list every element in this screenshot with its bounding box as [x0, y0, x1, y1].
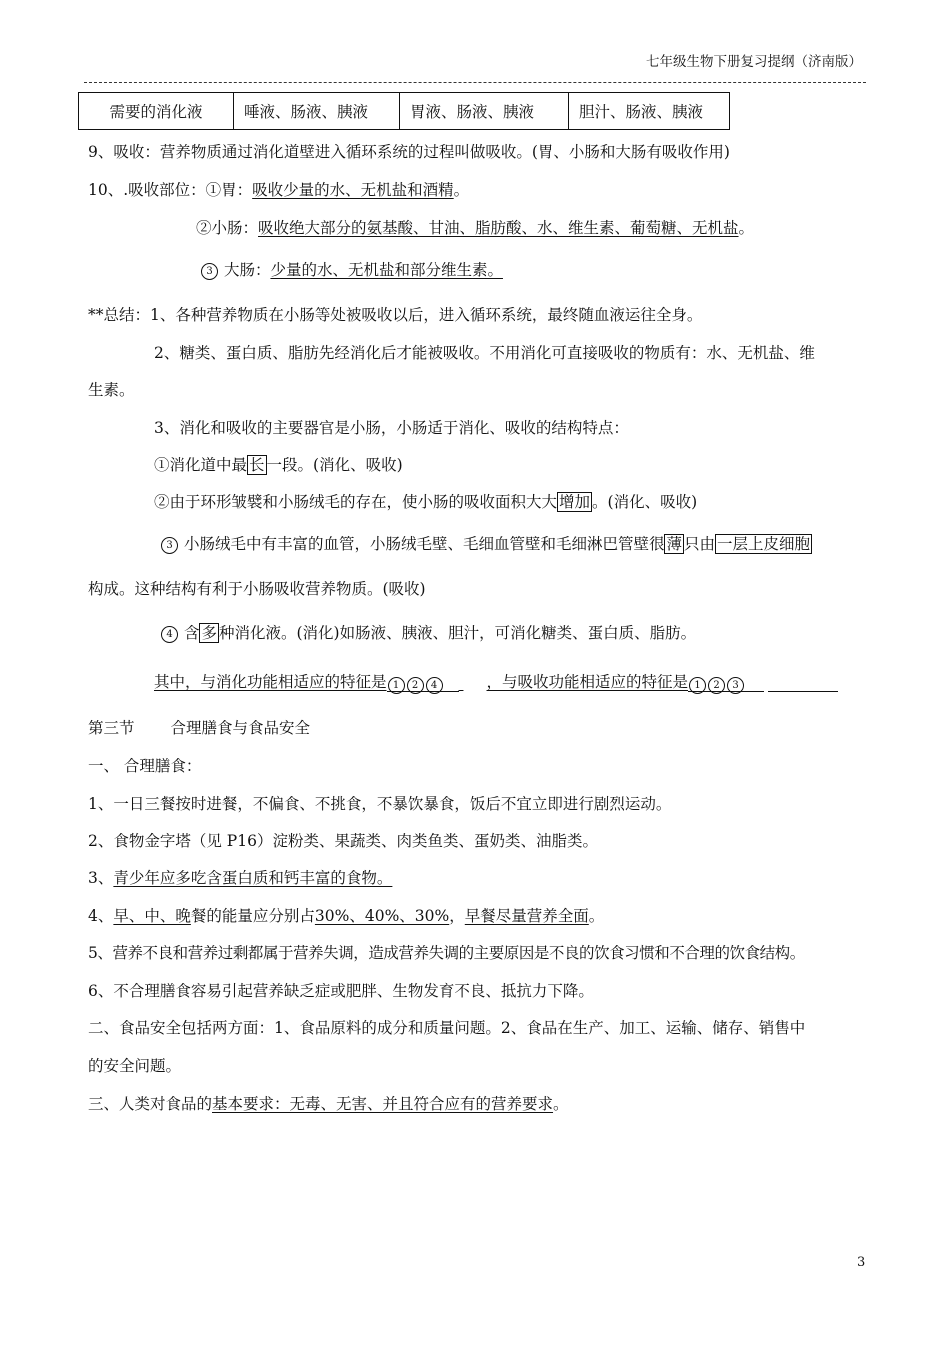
circled-number: 2: [407, 677, 424, 694]
feature-3: [160, 532, 812, 554]
underlined-text: 少量的水、无机盐和部分维生素。: [270, 261, 503, 279]
text: ，: [449, 907, 465, 925]
text: 小肠绒毛中有丰富的血管，小肠绒毛壁、毛细血管壁和毛细淋巴管壁很: [183, 535, 665, 553]
text: 餐的能量应分别占: [190, 907, 315, 925]
summary-3: 3、消化和吸收的主要器官是小肠，小肠适于消化、吸收的结构特点：: [154, 419, 629, 437]
item-9-absorption: 9、吸收：营养物质通过消化道壁进入循环系统的过程叫做吸收。(胃、小肠和大肠有吸收作用): [88, 143, 730, 161]
table-row: [79, 93, 730, 130]
underlined-text: 其中，与消化功能相适应的特征是: [154, 673, 387, 691]
text: 含: [183, 624, 200, 642]
underlined-text: 基本要求：无毒、无害、并且符合应有的营养要求: [212, 1095, 554, 1113]
diet-item-6: 6、不合理膳食容易引起营养缺乏症或肥胖、生物发育不良、抵抗力下降。: [88, 982, 594, 1000]
feature-4: [160, 621, 696, 643]
text: 。: [453, 181, 470, 199]
heading-balanced-diet: 一、 合理膳食：: [88, 757, 202, 775]
running-header: 七年级生物下册复习提纲（济南版）: [646, 54, 862, 70]
summary-1: **总结：1、各种营养物质在小肠等处被吸收以后，进入循环系统，最终随血液运往全身。: [88, 306, 703, 324]
text: 只由: [683, 535, 715, 553]
underlined-text: 早、中、晚: [113, 907, 191, 925]
boxed-text: 薄: [666, 535, 682, 553]
circled-number: 1: [388, 677, 405, 694]
circled-number: 2: [708, 677, 725, 694]
item-10-large-intestine: [200, 258, 503, 280]
underlined-text: 早餐尽量营养全面: [464, 907, 589, 925]
circled-number: 3: [727, 677, 744, 694]
food-safety-cont: 的安全问题。: [88, 1057, 182, 1075]
underlined-text: 吸收绝大部分的氨基酸、甘油、脂肪酸、水、维生素、葡萄糖、无机盐: [258, 219, 739, 237]
summary-2-cont: 生素。: [88, 381, 135, 399]
section-name: 合理膳食与食品安全: [170, 719, 311, 737]
answer-blank-digestion: [387, 675, 459, 692]
answer-blank-absorption: [688, 675, 764, 692]
text: 三、人类对食品的: [88, 1095, 213, 1113]
text: 。: [738, 219, 755, 237]
text: 一段。(消化、吸收): [266, 456, 403, 474]
boxed-text: 一层上皮细胞: [716, 535, 810, 553]
summary-2: 2、糖类、蛋白质、脂肪先经消化后才能被吸收。不用消化可直接吸收的物质有：水、无机盐、维: [154, 344, 815, 362]
text: 大肠：: [223, 261, 271, 279]
underlined-text: 吸收少量的水、无机盐和酒精: [252, 181, 454, 199]
digestive-juice-table: [78, 92, 730, 130]
section-number: 第三节: [88, 719, 135, 737]
text: 3、: [88, 869, 114, 887]
text: 。(消化、吸收): [592, 493, 698, 511]
underlined-text: [459, 673, 487, 691]
text: 。: [588, 907, 605, 925]
text: ②小肠：: [196, 219, 259, 237]
underlined-text: 青少年应多吃含蛋白质和钙丰富的食物。: [113, 869, 393, 887]
text: 4、: [88, 907, 114, 925]
diet-item-1: 1、一日三餐按时进餐，不偏食、不挑食，不暴饮暴食，饭后不宜立即进行剧烈运动。: [88, 795, 672, 813]
table-cell: 唾液、肠液、胰液: [234, 93, 400, 130]
diet-item-2: 2、食物金字塔（见 P16）淀粉类、果蔬类、肉类鱼类、蛋奶类、油脂类。: [88, 832, 598, 850]
circled-number: 4: [426, 677, 443, 694]
header-divider: [84, 82, 866, 83]
feature-3-cont: 构成。这种结构有利于小肠吸收营养物质。(吸收): [88, 580, 426, 598]
feature-1: [154, 453, 403, 475]
table-cell: 胆汁、肠液、胰液: [569, 93, 730, 130]
diet-item-4: [88, 904, 604, 926]
circled-number: 1: [689, 677, 706, 694]
boxed-text: 多: [201, 624, 217, 642]
table-cell: 胃液、肠液、胰液: [400, 93, 569, 130]
boxed-text: 增加: [559, 493, 591, 511]
underlined-text: 30%、40%、30%: [314, 907, 450, 925]
underlined-text: ，与吸收功能相适应的特征是: [486, 673, 689, 691]
circled-number: 3: [161, 537, 178, 554]
text: 种消化液。(消化)如肠液、胰液、胆汁，可消化糖类、蛋白质、脂肪。: [218, 624, 697, 642]
text: 。: [553, 1095, 569, 1113]
answer-blank: [768, 675, 838, 692]
text: ①消化道中最: [154, 456, 248, 474]
circled-number: 3: [201, 263, 218, 280]
food-requirements: [88, 1092, 569, 1114]
feature-summary: [154, 670, 838, 692]
item-10-small-intestine: [196, 216, 754, 238]
text: ②由于环形皱襞和小肠绒毛的存在，使小肠的吸收面积大大: [154, 493, 558, 511]
feature-2: [154, 490, 697, 512]
section-title: [88, 716, 310, 738]
circled-number: 4: [161, 626, 178, 643]
text: 10、.吸收部位：①胃：: [88, 181, 253, 199]
diet-item-5: 5、营养不良和营养过剩都属于营养失调，造成营养失调的主要原因是不良的饮食习惯和不合理的饮食结构。: [88, 944, 805, 962]
boxed-text: 长: [249, 456, 265, 474]
table-cell: 需要的消化液: [79, 93, 234, 130]
page-number: 3: [857, 1255, 866, 1270]
diet-item-3: [88, 866, 392, 888]
food-safety: 二、食品安全包括两方面：1、食品原料的成分和质量问题。2、食品在生产、加工、运输、储存、销售中: [88, 1019, 806, 1037]
item-10-stomach: [88, 178, 469, 200]
